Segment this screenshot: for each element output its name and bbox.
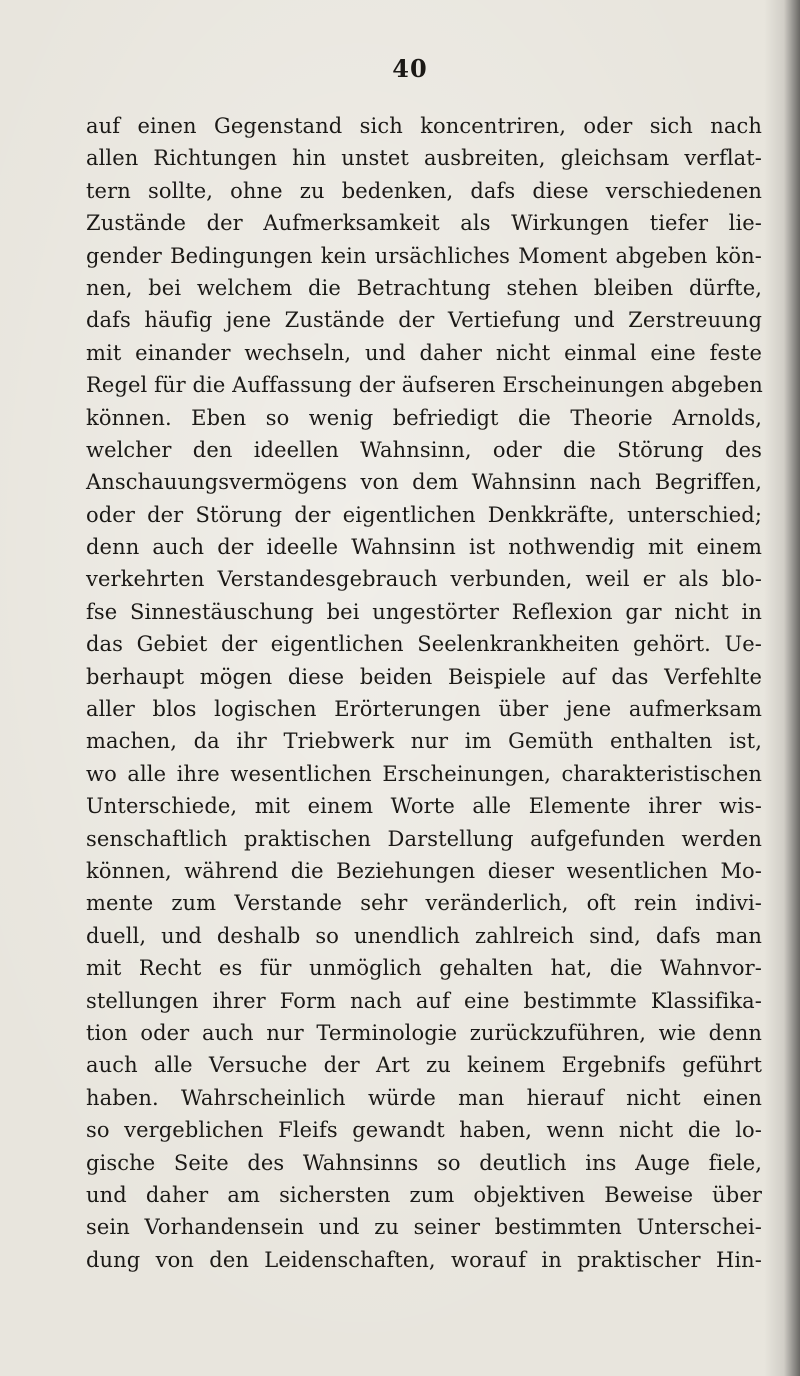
text-line: mente zum Verstande sehr veränderlich, oft rein indivi- xyxy=(86,891,762,916)
text-line: allen Richtungen hin unstet ausbreiten, gleichsam verflat- xyxy=(86,146,762,171)
text-line: Zustände der Aufmerksamkeit als Wirkungen tiefer lie- xyxy=(86,211,762,236)
text-line: fse Sinnestäuschung bei ungestörter Reflexion gar nicht in xyxy=(86,599,762,624)
text-line: können. Eben so wenig befriedigt die Theorie Arnolds, xyxy=(86,405,762,430)
text-line: mit einander wechseln, und daher nicht einmal eine feste xyxy=(86,340,762,365)
text-line: denn auch der ideelle Wahnsinn ist nothwendig mit einem xyxy=(86,535,762,560)
text-line: tern sollte, ohne zu bedenken, dafs diese verschiedenen xyxy=(86,178,762,203)
text-line: sein Vorhandensein und zu seiner bestimmten Unterschei- xyxy=(86,1215,762,1240)
text-line: gische Seite des Wahnsinns so deutlich ins Auge fiele, xyxy=(86,1150,762,1175)
text-line: mit Recht es für unmöglich gehalten hat, die Wahnvor- xyxy=(86,956,762,981)
text-line: und daher am sichersten zum objektiven Beweise über xyxy=(86,1182,762,1207)
text-line: dung von den Leidenschaften, worauf in praktischer Hin- xyxy=(86,1247,762,1272)
text-line: können, während die Beziehungen dieser wesentlichen Mo- xyxy=(86,858,762,883)
text-line: oder der Störung der eigentlichen Denkkräfte, unterschied; xyxy=(86,502,762,527)
text-line: verkehrten Verstandesgebrauch verbunden, weil er als blo- xyxy=(86,567,762,592)
text-line: stellungen ihrer Form nach auf eine bestimmte Klassifika- xyxy=(86,988,762,1013)
text-line: nen, bei welchem die Betrachtung stehen bleiben dürfte, xyxy=(86,275,762,300)
text-line: tion oder auch nur Terminologie zurückzuführen, wie denn xyxy=(86,1020,762,1045)
text-line: berhaupt mögen diese beiden Beispiele auf das Verfehlte xyxy=(86,664,762,689)
text-line: das Gebiet der eigentlichen Seelenkrankheiten gehört. Ue- xyxy=(86,632,762,657)
text-line: dafs häufig jene Zustände der Vertiefung und Zerstreuung xyxy=(86,308,762,333)
text-line: so vergeblichen Fleifs gewandt haben, wenn nicht die lo- xyxy=(86,1118,762,1143)
text-line: gender Bedingungen kein ursächliches Moment abgeben kön- xyxy=(86,243,762,268)
text-line: wo alle ihre wesentlichen Erscheinungen, charakteristischen xyxy=(86,761,762,786)
text-line: senschaftlich praktischen Darstellung aufgefunden werden xyxy=(86,826,762,851)
text-line: auch alle Versuche der Art zu keinem Ergebnifs geführt xyxy=(86,1053,762,1078)
text-line: aller blos logischen Erörterungen über jene aufmerksam xyxy=(86,697,762,722)
page-number: 40 xyxy=(392,54,428,83)
text-line: welcher den ideellen Wahnsinn, oder die Störung des xyxy=(86,437,762,462)
text-line: machen, da ihr Triebwerk nur im Gemüth enthalten ist, xyxy=(86,729,762,754)
body-text xyxy=(86,110,762,1276)
page-edge-shadow xyxy=(764,0,800,1376)
text-line: duell, und deshalb so unendlich zahlreich sind, dafs man xyxy=(86,923,762,948)
text-line: Anschauungsvermögens von dem Wahnsinn nach Begriffen, xyxy=(86,470,762,495)
text-line: auf einen Gegenstand sich koncentriren, oder sich nach xyxy=(86,114,762,138)
text-line: haben. Wahrscheinlich würde man hierauf nicht einen xyxy=(86,1085,762,1110)
text-line: Regel für die Auffassung der äufseren Erscheinungen abgeben xyxy=(86,373,763,398)
text-line: Unterschiede, mit einem Worte alle Elemente ihrer wis- xyxy=(86,794,762,819)
